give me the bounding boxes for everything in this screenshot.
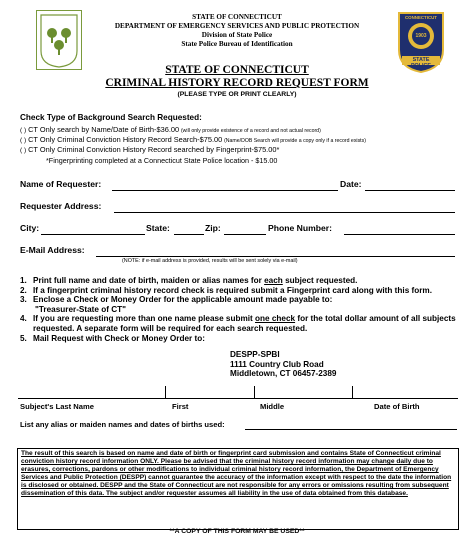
form-subtitle: (PLEASE TYPE OR PRINT CLEARLY) xyxy=(177,91,297,98)
badge-year-text: 1903 xyxy=(415,33,427,39)
agency-line-3: Division of State Police xyxy=(201,31,273,39)
date-field[interactable] xyxy=(365,190,455,191)
state-label: State: xyxy=(146,223,170,233)
disclaimer-text: The result of this search is based on name and date of birth or fingerprint card submission and contains State of Connecticut criminal conviction history record information ONLY. Please be advised that the criminal history record information may change daily due to erasures, corrections, pardons or other modifications to individual criminal history record information, the Department of Emergency Services and Public Protection (DESPP) cannot guarantee the accuracy of the information except with respect to the date the information is disclosed or obtained. DESPP and the State of Connecticut are not responsible for any errors or omissions resulting from subsequent dissemination of this data. The subject and/or requester assumes all liability in the use of data obtained from this database. xyxy=(21,450,452,498)
form-title-line-2: CRIMINAL HISTORY RECORD REQUEST FORM xyxy=(105,77,369,89)
instruction-item xyxy=(20,334,460,344)
instruction-text: If a fingerprint criminal history record check is required submit a Fingerprint card along with this form. xyxy=(33,285,432,295)
search-type-heading: Check Type of Background Search Requested: xyxy=(20,113,202,122)
requester-address-field[interactable] xyxy=(114,212,455,213)
option-checkbox[interactable]: ( ) xyxy=(20,127,27,134)
instruction-item xyxy=(20,295,460,305)
search-option-conviction[interactable] xyxy=(20,136,366,145)
option-label: CT Only search by Name/Date of Birth-$36.00 xyxy=(28,125,180,134)
mailing-address xyxy=(230,350,336,379)
instruction-text: If you are requesting more than one name please submit one check for the total dollar amount of all subjects requested. A separate form will be required for each search requested. xyxy=(33,314,456,333)
state-field[interactable] xyxy=(174,234,204,235)
agency-line-4: State Police Bureau of Identification xyxy=(181,40,293,48)
instruction-number: 1. xyxy=(20,276,27,285)
mailing-line-1: DESPP-SPBI xyxy=(230,350,280,359)
divider-tick xyxy=(254,386,255,398)
fingerprint-footnote: *Fingerprinting completed at a Connecticut State Police location - $15.00 xyxy=(46,156,278,165)
requester-name-label: Name of Requester: xyxy=(20,179,102,189)
instruction-item xyxy=(20,314,460,333)
city-field[interactable] xyxy=(41,234,145,235)
option-note: (Name/DOB Search will provide a copy only if a record exists) xyxy=(224,138,366,144)
alias-label: List any alias or maiden names and dates of births used: xyxy=(20,420,225,429)
payee-name: "Treasurer-State of CT" xyxy=(35,304,127,314)
mailing-line-2: 1111 Country Club Road xyxy=(230,359,324,369)
instruction-text: Print full name and date of birth, maiden or alias names for each subject requested. xyxy=(33,276,358,285)
disclaimer-box xyxy=(17,448,459,530)
zip-field[interactable] xyxy=(224,234,266,235)
subject-entry-line[interactable] xyxy=(18,398,458,399)
mailing-line-3: Middletown, CT 06457-2389 xyxy=(230,369,337,379)
badge-bottom-text: STATE POLICE xyxy=(410,57,432,69)
email-note: (NOTE: if e-mail address is provided, results will be sent solely via e-mail) xyxy=(122,258,298,264)
instruction-number: 5. xyxy=(20,333,27,343)
option-note: (will only provide existence of a record and not actual record) xyxy=(180,128,321,134)
instruction-number: 2. xyxy=(20,285,27,295)
email-label: E-Mail Address: xyxy=(20,245,85,255)
option-checkbox[interactable]: ( ) xyxy=(20,137,27,144)
col-date-of-birth: Date of Birth xyxy=(374,402,420,411)
alias-field[interactable] xyxy=(245,429,457,430)
option-label: CT Only Criminal Conviction History Record searched by Fingerprint-$75.00* xyxy=(28,145,280,154)
instruction-item xyxy=(20,276,460,286)
instruction-item xyxy=(20,286,460,296)
phone-label: Phone Number: xyxy=(268,223,332,233)
form-title-line-1: STATE OF CONNECTICUT xyxy=(165,64,309,76)
option-label: CT Only Criminal Conviction History Record Search-$75.00 xyxy=(28,135,223,144)
form-footer-note: **A COPY OF THIS FORM MAY BE USED** xyxy=(169,528,305,535)
option-checkbox[interactable]: ( ) xyxy=(20,147,27,154)
agency-line-2: DEPARTMENT OF EMERGENCY SERVICES AND PUBLIC PROTECTION xyxy=(114,22,360,30)
instruction-number: 3. xyxy=(20,295,27,305)
requester-address-label: Requester Address: xyxy=(20,201,102,211)
zip-label: Zip: xyxy=(205,223,221,233)
phone-field[interactable] xyxy=(344,234,455,235)
col-first-name: First xyxy=(172,402,189,411)
search-option-fingerprint[interactable] xyxy=(20,146,279,155)
divider-tick xyxy=(352,386,353,398)
search-option-name-dob[interactable] xyxy=(20,126,321,135)
date-label: Date: xyxy=(340,179,362,189)
email-field[interactable] xyxy=(96,256,455,257)
instruction-text: Enclose a Check or Money Order for the applicable amount made payable to: xyxy=(33,295,333,305)
col-middle-name: Middle xyxy=(260,402,285,411)
divider-tick xyxy=(165,386,166,398)
col-last-name: Subject's Last Name xyxy=(20,402,94,411)
badge-top-text: CONNECTICUT xyxy=(405,15,437,20)
requester-name-field[interactable] xyxy=(112,190,338,191)
instruction-text: Mail Request with Check or Money Order to: xyxy=(33,333,205,343)
agency-line-1: STATE OF CONNECTICUT xyxy=(192,13,282,21)
city-label: City: xyxy=(20,223,40,233)
instructions-list xyxy=(20,276,460,343)
instruction-number: 4. xyxy=(20,314,27,324)
